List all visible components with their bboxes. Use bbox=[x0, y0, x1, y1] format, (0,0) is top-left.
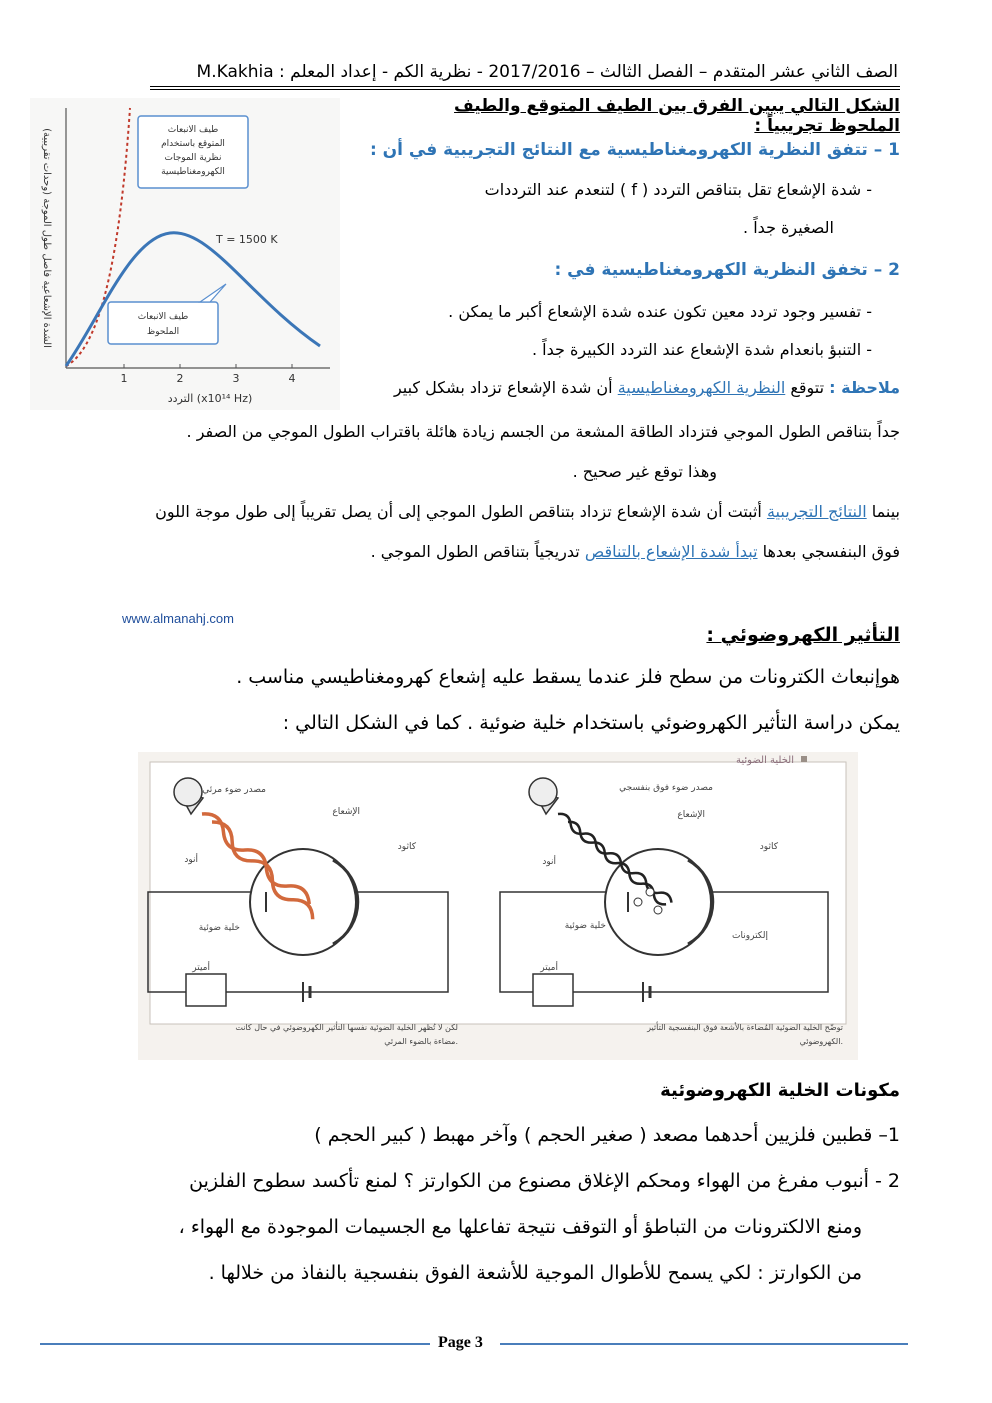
tick-label-2: 2 bbox=[176, 372, 184, 385]
point1-heading: 1 – تتفق النظرية الكهرومغناطيسية مع النتائج التجريبية في أن : bbox=[369, 140, 900, 160]
photocell-figure bbox=[138, 752, 858, 1060]
website-link[interactable]: www.almanahj.com bbox=[122, 611, 234, 626]
figure-header: الخلية الضوئية bbox=[736, 755, 794, 766]
visible-cell-label: خلية ضوئية bbox=[198, 923, 240, 933]
uv-ammeter-label: أميتر bbox=[540, 963, 558, 973]
uv-radiation-label: الإشعاع bbox=[677, 810, 705, 820]
components-item-2-line-3: من الكوارتز : لكي يسمح للأطوال الموجية للأشعة الفوق بنفسجية بالنفاذ من خلالها . bbox=[208, 1262, 862, 1284]
photoelectric-study: يمكن دراسة التأثير الكهروضوئي باستخدام خلية ضوئية . كما في الشكل التالي : bbox=[282, 712, 900, 734]
note-line-5: فوق البنفسجي بعدها تبدأ شدة الإشعاع بالتناقص تدريجياً بتناقص الطول الموجي . bbox=[370, 542, 900, 561]
photoelectric-definition: هوإنبعاث الكترونات من سطح فلز عندما يسقط عليه إشعاع كهرومغناطيسي مناسب . bbox=[236, 666, 900, 688]
figure-header-marker bbox=[801, 756, 807, 762]
visible-source-label: مصدر ضوء مرئي bbox=[202, 785, 266, 795]
spectrum-title: الشكل التالي يبين الفرق بين الطيف المتوقع والطيف الملحوظ تجريبياً : bbox=[454, 96, 900, 136]
point1-item-2: الصغيرة جداً . bbox=[743, 218, 834, 237]
page-header: الصف الثاني عشر المتقدم – الفصل الثالث – 2017/2016 - نظرية الكم - إعداد المعلم : M.Kakhia bbox=[196, 62, 898, 82]
point2-heading: 2 – تخفق النظرية الكهرومغناطيسية في : bbox=[554, 260, 900, 280]
components-title: مكونات الخلية الكهروضوئية bbox=[660, 1080, 900, 1101]
visible-ammeter bbox=[186, 974, 226, 1006]
callout-expected bbox=[138, 116, 248, 188]
note-line-1: ملاحظة : تتوقع النظرية الكهرومغناطيسية أن شدة الإشعاع تزداد بشكل كبير bbox=[393, 378, 900, 397]
components-item-2: 2 - أنبوب مفرغ من الهواء ومحكم الإغلاق مصنوع من الكوارتز ؟ لمنع تأكسد سطوح الفلزين bbox=[189, 1170, 900, 1192]
uv-caption-2: الكهروضوئي. bbox=[799, 1037, 843, 1046]
svg-text:طيف الانبعاث: طيف الانبعاث bbox=[137, 312, 189, 322]
visible-anode-label: أنود bbox=[184, 855, 198, 865]
header-rule bbox=[150, 86, 900, 87]
svg-text:الملحوظ: الملحوظ bbox=[146, 327, 180, 337]
graph-y-label: الشدة الإشعاعية فاصل طول الموجة (وحدات تقريبية) bbox=[41, 128, 52, 348]
svg-text:طيف الانبعاث: طيف الانبعاث bbox=[167, 125, 219, 135]
point2-item-2: - التنبؤ بانعدام شدة الإشعاع عند التردد الكبيرة جداً . bbox=[531, 340, 872, 359]
footer-rule-left bbox=[40, 1343, 430, 1345]
svg-text:الكهرومغناطيسية: الكهرومغناطيسية bbox=[161, 167, 225, 177]
uv-cell-label: خلية ضوئية bbox=[564, 921, 606, 931]
temperature-label: T = 1500 K bbox=[216, 233, 278, 246]
visible-caption-2: مضاءة بالضوء المرئي. bbox=[384, 1037, 458, 1046]
uv-lamp-head bbox=[529, 778, 557, 806]
note-line-4: بينما النتائج التجريبية أثبتت أن شدة الإشعاع تزداد بتناقص الطول الموجي إلى أن يصل تقريباً إلى طول موجة اللون bbox=[155, 502, 900, 521]
point2-item-1: - تفسير وجود تردد معين تكون عنده شدة الإشعاع أكبر ما يمكن . bbox=[448, 302, 872, 321]
components-item-1: 1– قطبين فلزيين أحدهما مصعد ( صغير الحجم ) وآخر مهبط ( كبير الحجم ) bbox=[314, 1124, 900, 1146]
uv-electrons-label: إلكترونات bbox=[732, 931, 768, 941]
visible-cathode-label: كاثود bbox=[397, 842, 416, 852]
uv-electron-3 bbox=[654, 906, 662, 914]
graph-x-label: التردد (x10¹⁴ Hz) bbox=[167, 392, 253, 405]
page-number: Page 3 bbox=[438, 1334, 483, 1351]
uv-source-label: مصدر ضوء فوق بنفسجي bbox=[619, 783, 713, 793]
uv-electron-2 bbox=[634, 898, 642, 906]
photoelectric-title: التأثير الكهروضوئي : bbox=[706, 624, 900, 646]
uv-cathode-label: كاثود bbox=[759, 842, 778, 852]
visible-ammeter-label: أميتر bbox=[192, 963, 210, 973]
tick-label-4: 4 bbox=[288, 372, 296, 385]
uv-ammeter bbox=[533, 974, 573, 1006]
blackbody-graph bbox=[30, 98, 340, 410]
visible-radiation-label: الإشعاع bbox=[332, 807, 360, 817]
visible-caption-1: لكن لا تُظهر الخلية الضوئية نفسها التأثير الكهروضوئي في حال كانت bbox=[235, 1023, 458, 1032]
svg-text:المتوقع باستخدام: المتوقع باستخدام bbox=[161, 139, 225, 149]
uv-electron-1 bbox=[646, 888, 654, 896]
tick-label-1: 1 bbox=[120, 372, 128, 385]
note-line-2: جداً بتناقص الطول الموجي فتزداد الطاقة المشعة من الجسم زيادة هائلة باقتراب الطول الموجي من الصفر . bbox=[186, 422, 900, 441]
note-link-decrease[interactable]: تبدأ شدة الإشعاع بالتناقص bbox=[584, 542, 758, 561]
point1-item-1: - شدة الإشعاع تقل بتناقص التردد ( f ) لتنعدم عند الترددات bbox=[484, 180, 872, 199]
note-label: ملاحظة : bbox=[829, 378, 900, 397]
note-line-3: وهذا توقع غير صحيح . bbox=[572, 462, 717, 481]
note-link-results[interactable]: النتائج التجريبية bbox=[766, 502, 867, 521]
uv-anode-label: أنود bbox=[542, 857, 556, 867]
visible-lamp-head bbox=[174, 778, 202, 806]
svg-text:نظرية الموجات: نظرية الموجات bbox=[164, 153, 222, 163]
components-item-2-line-2: ومنع الالكترونات من التباطؤ أو التوقف نتيجة تفاعلها مع الجسيمات الموجودة مع الهواء ، bbox=[178, 1216, 862, 1238]
footer-rule-right bbox=[500, 1343, 908, 1345]
tick-label-3: 3 bbox=[232, 372, 240, 385]
header-rule-2 bbox=[150, 89, 900, 90]
uv-caption-1: توضّح الخلية الضوئية المُضاءة بالأشعة فوق البنفسجية التأثير bbox=[647, 1023, 843, 1032]
note-link-theory[interactable]: النظرية الكهرومغناطيسية bbox=[617, 378, 786, 397]
